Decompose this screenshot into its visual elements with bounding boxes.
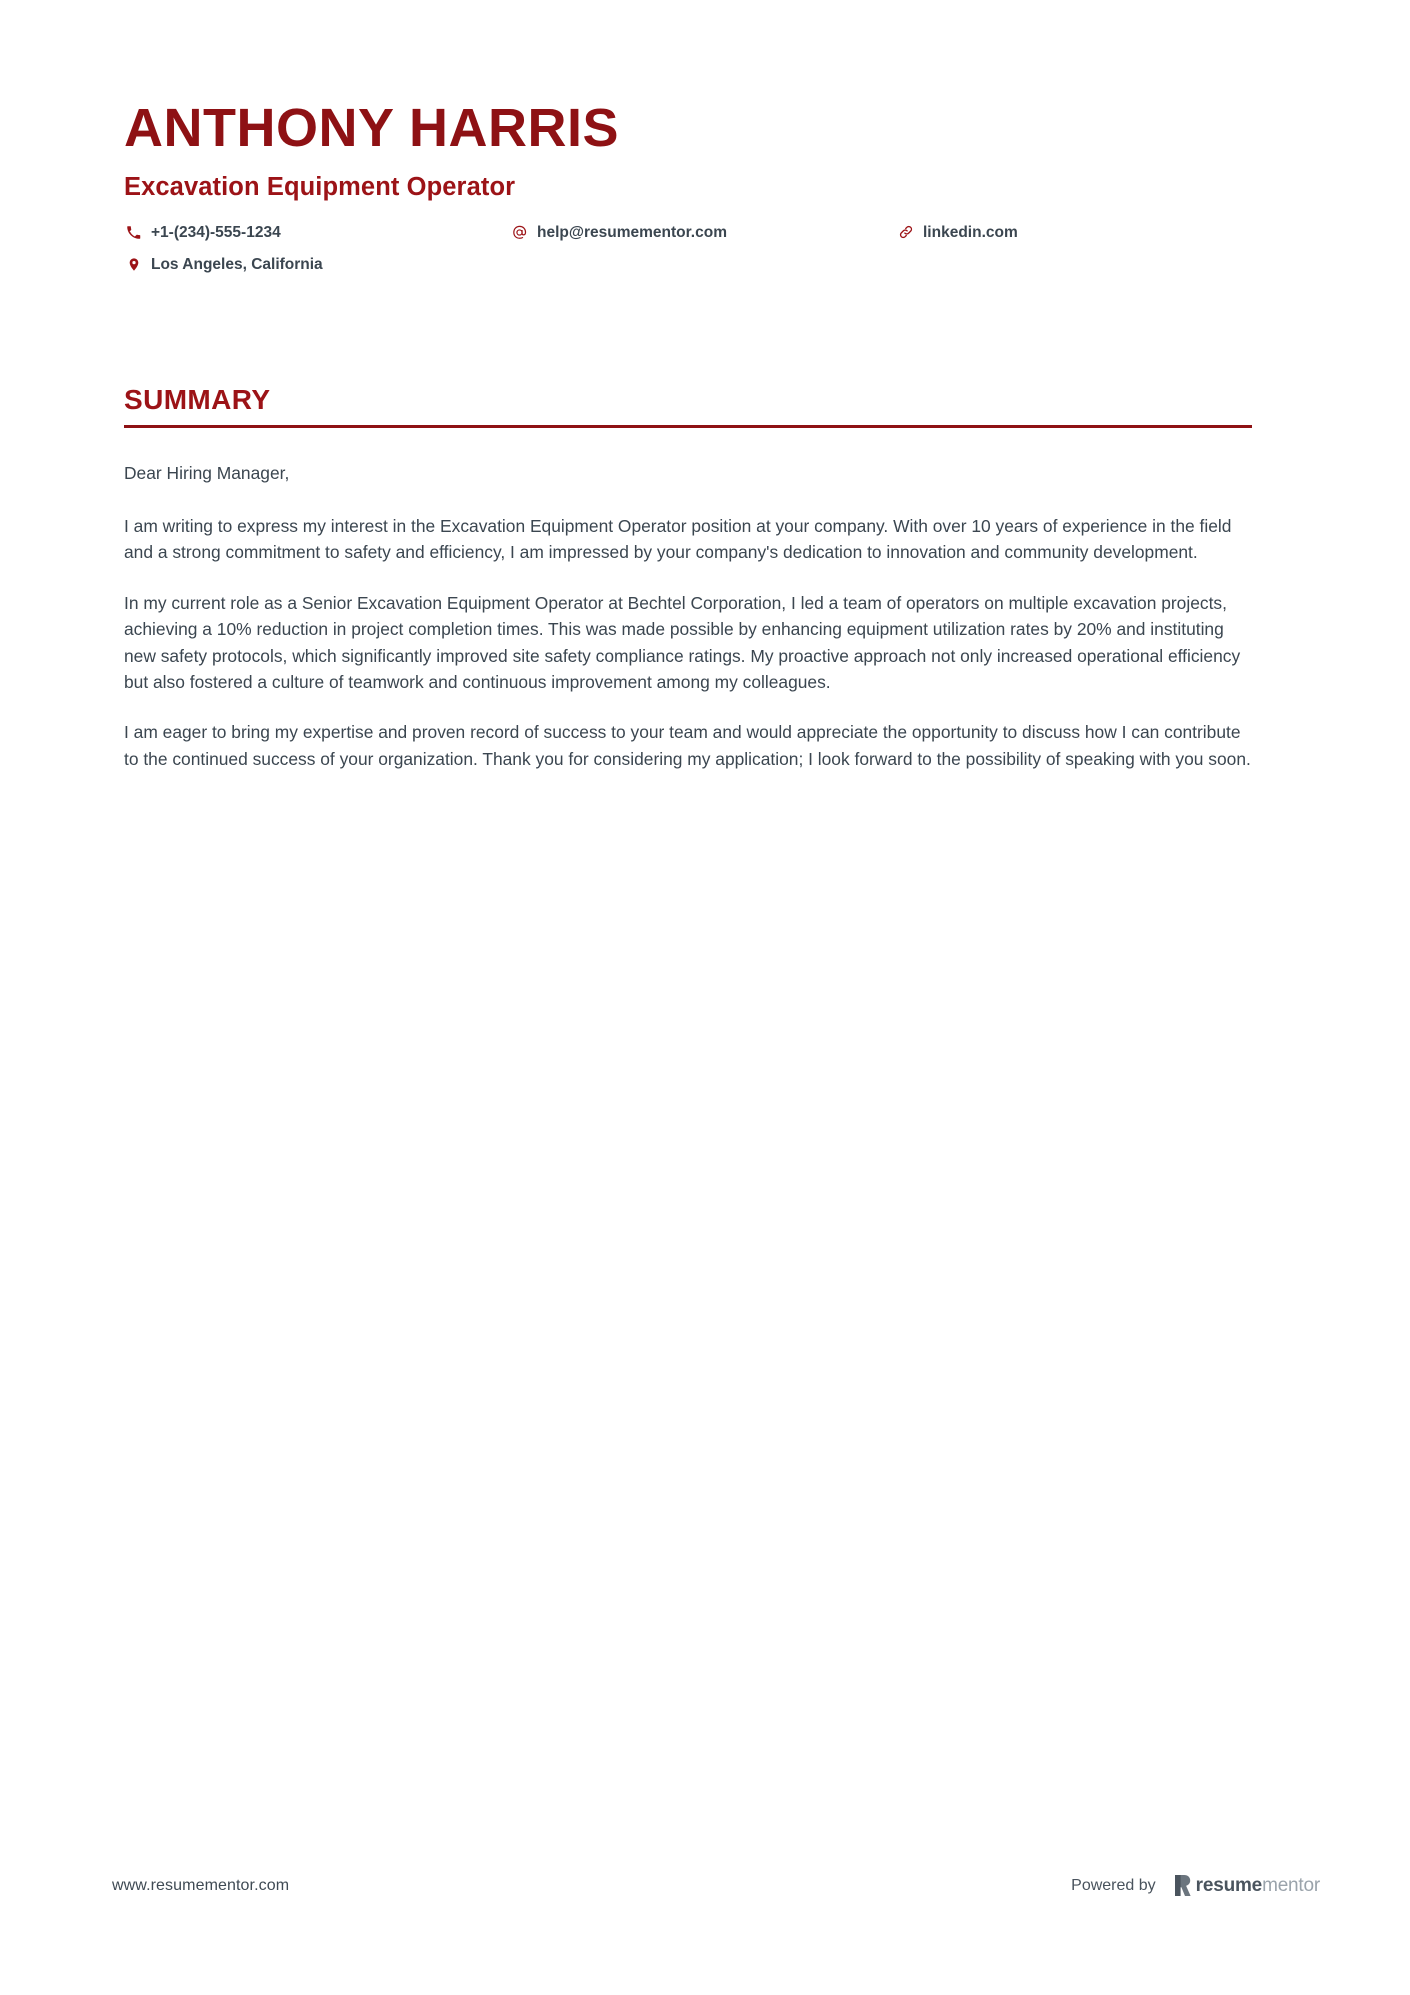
phone-icon bbox=[124, 223, 143, 242]
footer-site-url[interactable]: www.resumementor.com bbox=[112, 1876, 290, 1894]
powered-by-block bbox=[1071, 1875, 1320, 1896]
brand-name-strong: resume bbox=[1195, 1875, 1263, 1896]
letter-salutation: Dear Hiring Manager, bbox=[124, 463, 290, 484]
link-icon bbox=[896, 223, 915, 242]
letter-paragraph-experience: In my current role as a Senior Excavation Equipment Operator at Bechtel Corporation, I led a team of operators on multiple excavation projects, achieving a 10% reduction in project completion times. This was made possible by enhancing equipment utilization rates by 20% and instituting new safety protocols, which significantly improved site safety compliance ratings. My proactive approach not only increased operational efficiency but also fostered a culture of teamwork and continuous improvement among my colleagues. bbox=[124, 592, 1241, 693]
section-divider bbox=[124, 425, 1252, 429]
resumementor-mark-icon bbox=[1174, 1875, 1191, 1896]
email-at-icon bbox=[510, 223, 529, 242]
letter-paragraph-closing: I am eager to bring my expertise and proven record of success to your team and would appreciate the opportunity to discuss how I can contribute to the continued success of your organization. Thank you for considering my application; I look forward to the possibility of speaking with you soon. bbox=[124, 722, 1251, 769]
contact-details bbox=[124, 223, 1084, 274]
document-header bbox=[124, 100, 1252, 274]
contact-email[interactable] bbox=[510, 223, 896, 242]
contact-location-value: Los Angeles, California bbox=[151, 255, 323, 273]
resumementor-logo[interactable] bbox=[1174, 1875, 1320, 1896]
letter-paragraph-intro: I am writing to express my interest in the Excavation Equipment Operator position at your company. With over 10 years of experience in the field and a strong commitment to safety and efficiency, I am impressed by your company's dedication to innovation and community development. bbox=[124, 515, 1232, 563]
document-footer bbox=[112, 1875, 1320, 1896]
powered-by-label: Powered by bbox=[1071, 1876, 1156, 1894]
resumementor-wordmark bbox=[1196, 1876, 1320, 1895]
location-pin-icon bbox=[124, 255, 143, 274]
contact-phone[interactable] bbox=[124, 223, 510, 242]
contact-phone-value: +1-(234)-555-1234 bbox=[151, 223, 281, 241]
section-heading-summary: SUMMARY bbox=[124, 384, 271, 415]
brand-name-light: mentor bbox=[1262, 1875, 1320, 1896]
candidate-name: ANTHONY HARRIS bbox=[124, 98, 620, 158]
contact-linkedin-value: linkedin.com bbox=[923, 223, 1018, 241]
contact-email-value: help@resumementor.com bbox=[537, 223, 727, 241]
contact-location bbox=[124, 255, 510, 274]
cover-letter-body bbox=[124, 460, 1252, 772]
candidate-job-title: Excavation Equipment Operator bbox=[124, 173, 516, 202]
contact-linkedin[interactable] bbox=[896, 223, 1084, 242]
section-summary bbox=[124, 385, 1252, 772]
